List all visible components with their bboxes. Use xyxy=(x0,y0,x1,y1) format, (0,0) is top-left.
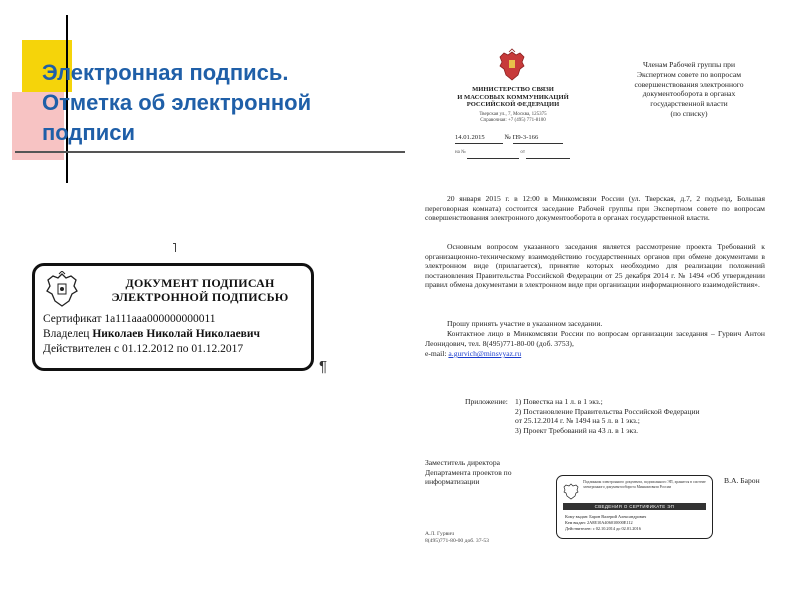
address-line-1: Тверская ул., 7, Москва, 125375 xyxy=(479,112,547,117)
owner-value: Николаев Николай Николаевич xyxy=(92,328,260,340)
contact-text: Контактное лицо в Минкомсвязи России по вопросам организации заседания – Гурвич Антон Леонидович, тел. 8(495)771-80-00 (доб. 3753), xyxy=(425,329,765,348)
attachment-item-2a: 2) Постановление Правительства Российской Федерации xyxy=(515,406,700,416)
stamp-validity xyxy=(43,343,243,355)
stamp-heading-line-2: ЭЛЕКТРОННОЙ ПОДПИСЬЮ xyxy=(111,290,289,304)
mini-signature-stamp xyxy=(556,475,713,539)
ministry-line-3: РОССИЙСКОЙ ФЕДЕРАЦИИ xyxy=(466,101,560,109)
valid-to: 01.12.2017 xyxy=(191,343,244,355)
attachment-item-3: 3) Проект Требований на 43 л. в 1 экз. xyxy=(515,425,639,435)
coat-of-arms-icon xyxy=(44,271,80,309)
letter-paragraph-3: Прошу принять участие в указанном заседании. xyxy=(447,319,603,328)
signer-line-2: Департамента проектов по xyxy=(425,467,512,477)
owner-label: Владелец xyxy=(43,328,90,340)
executor-name: А.Л. Гурвич xyxy=(425,531,455,537)
executor-phone: 8(495)771-80-00 доб. 37-53 xyxy=(425,538,489,544)
ministry-address xyxy=(455,112,571,124)
stamp-heading xyxy=(90,276,310,304)
stamp-heading-line-1: ДОКУМЕНТ ПОДПИСАН xyxy=(125,276,275,290)
valid-separator: по xyxy=(176,343,189,355)
signer-line-1: Заместитель директора xyxy=(425,458,500,467)
registration-sign: № xyxy=(504,134,511,141)
attachment-list xyxy=(515,397,765,435)
valid-label: Действителен с xyxy=(43,343,120,355)
mini-stamp-heading: Подлинник электронного документа, подписанного ЭП, хранится в системе электронного документооборота Минкомсвязи России xyxy=(583,480,706,489)
recipient-line-4: документооборота в органах xyxy=(642,89,736,99)
ministry-line-2: И МАССОВЫХ КОММУНИКАЦИЙ xyxy=(457,93,569,101)
pilcrow-mark: ¶ xyxy=(319,358,328,375)
certificate-label: Сертификат xyxy=(43,313,102,325)
mini-stamp-owner: Кому выдан: Барон Валерий Александрович xyxy=(565,514,647,519)
letter-paragraph-4 xyxy=(425,329,765,348)
letter-paragraph-1: 20 января 2015 г. в 12:00 в Минкомсвязи России (ул. Тверская, д.7, 2 подъезд, Большая переговорная комната) состоится заседание Рабочей группы при Экспертном совете по вопросам совершенствования электронного документооборота в органах государственной власти. xyxy=(425,194,765,223)
valid-from: 01.12.2012 xyxy=(121,343,174,355)
slide-title-line-1: Электронная подпись. xyxy=(42,60,289,85)
ministry-name xyxy=(455,86,571,109)
mini-stamp-valid: Действителен: с 02.10.2014 до 02.01.2016 xyxy=(565,526,641,531)
reference-from: от xyxy=(520,150,526,155)
signer-name: В.А. Барон xyxy=(724,476,760,485)
registration-number: П9-3-166 xyxy=(513,133,563,144)
slide-title-line-2: Отметка об электронной xyxy=(42,90,312,115)
attachment-item-2b: от 25.12.2014 г. № 1494 на 5 л. в 1 экз.; xyxy=(515,416,640,426)
ministry-emblem-icon xyxy=(497,48,527,82)
attachment-label: Приложение: xyxy=(465,397,508,406)
letter-paragraph-2: Основным вопросом указанного заседания является рассмотрение проекта Требований к организационно-техническому взаимодействию государственных органов при обмене документами в электронном виде (прилагается), принятие которых необходимо для реализации положений постановления Правительства Российской Федерации от 25 декабря 2014 г. № 1494 «Об утверждении правил обмена документами в электронном виде при организации информационного взаимодействия». xyxy=(425,242,765,290)
recipient-line-5: государственной власти xyxy=(650,99,728,109)
executor-block xyxy=(425,531,489,545)
certificate-value: 1a111aaa000000000011 xyxy=(104,313,216,325)
recipient-line-1: Членам Рабочей группы при xyxy=(642,60,736,69)
slide-title xyxy=(42,58,422,148)
ministry-line-1: МИНИСТЕРСТВО СВЯЗИ xyxy=(472,86,554,93)
mini-stamp-band: СВЕДЕНИЯ О СЕРТИФИКАТЕ ЭП xyxy=(563,503,706,510)
signer-position xyxy=(425,458,540,487)
reference-label: на № xyxy=(455,150,466,155)
signature-stamp xyxy=(32,263,314,371)
recipient-line-3: совершенствования электронного xyxy=(634,79,744,89)
email-label: e-mail: xyxy=(425,349,447,358)
attachment-item-1: 1) Повестка на 1 л. в 1 экз.; xyxy=(515,397,603,406)
slide-title-line-3: подписи xyxy=(42,120,135,145)
email-link[interactable]: a.gurvich@minsvyaz.ru xyxy=(448,349,522,358)
registration-date: 14.01.2015 xyxy=(455,133,503,144)
recipient-block xyxy=(601,60,777,119)
recipient-line-2: Экспертном совете по вопросам xyxy=(637,69,741,79)
tick-mark: ˥ xyxy=(172,240,177,255)
stamp-certificate xyxy=(43,313,216,325)
reference-line xyxy=(455,148,570,159)
recipient-line-6: (по списку) xyxy=(670,108,708,118)
decor-horizontal-line xyxy=(15,151,405,153)
address-line-2: Справочная: +7 (495) 771-8100 xyxy=(480,118,546,123)
mini-coat-of-arms-icon xyxy=(563,482,579,500)
email-line xyxy=(425,349,521,359)
registration-line xyxy=(455,133,563,144)
mini-stamp-cert: Кем выдан: 2A8E10A406010000E112 xyxy=(565,520,633,525)
signer-line-3: информатизации xyxy=(425,477,480,487)
stamp-owner xyxy=(43,328,260,340)
